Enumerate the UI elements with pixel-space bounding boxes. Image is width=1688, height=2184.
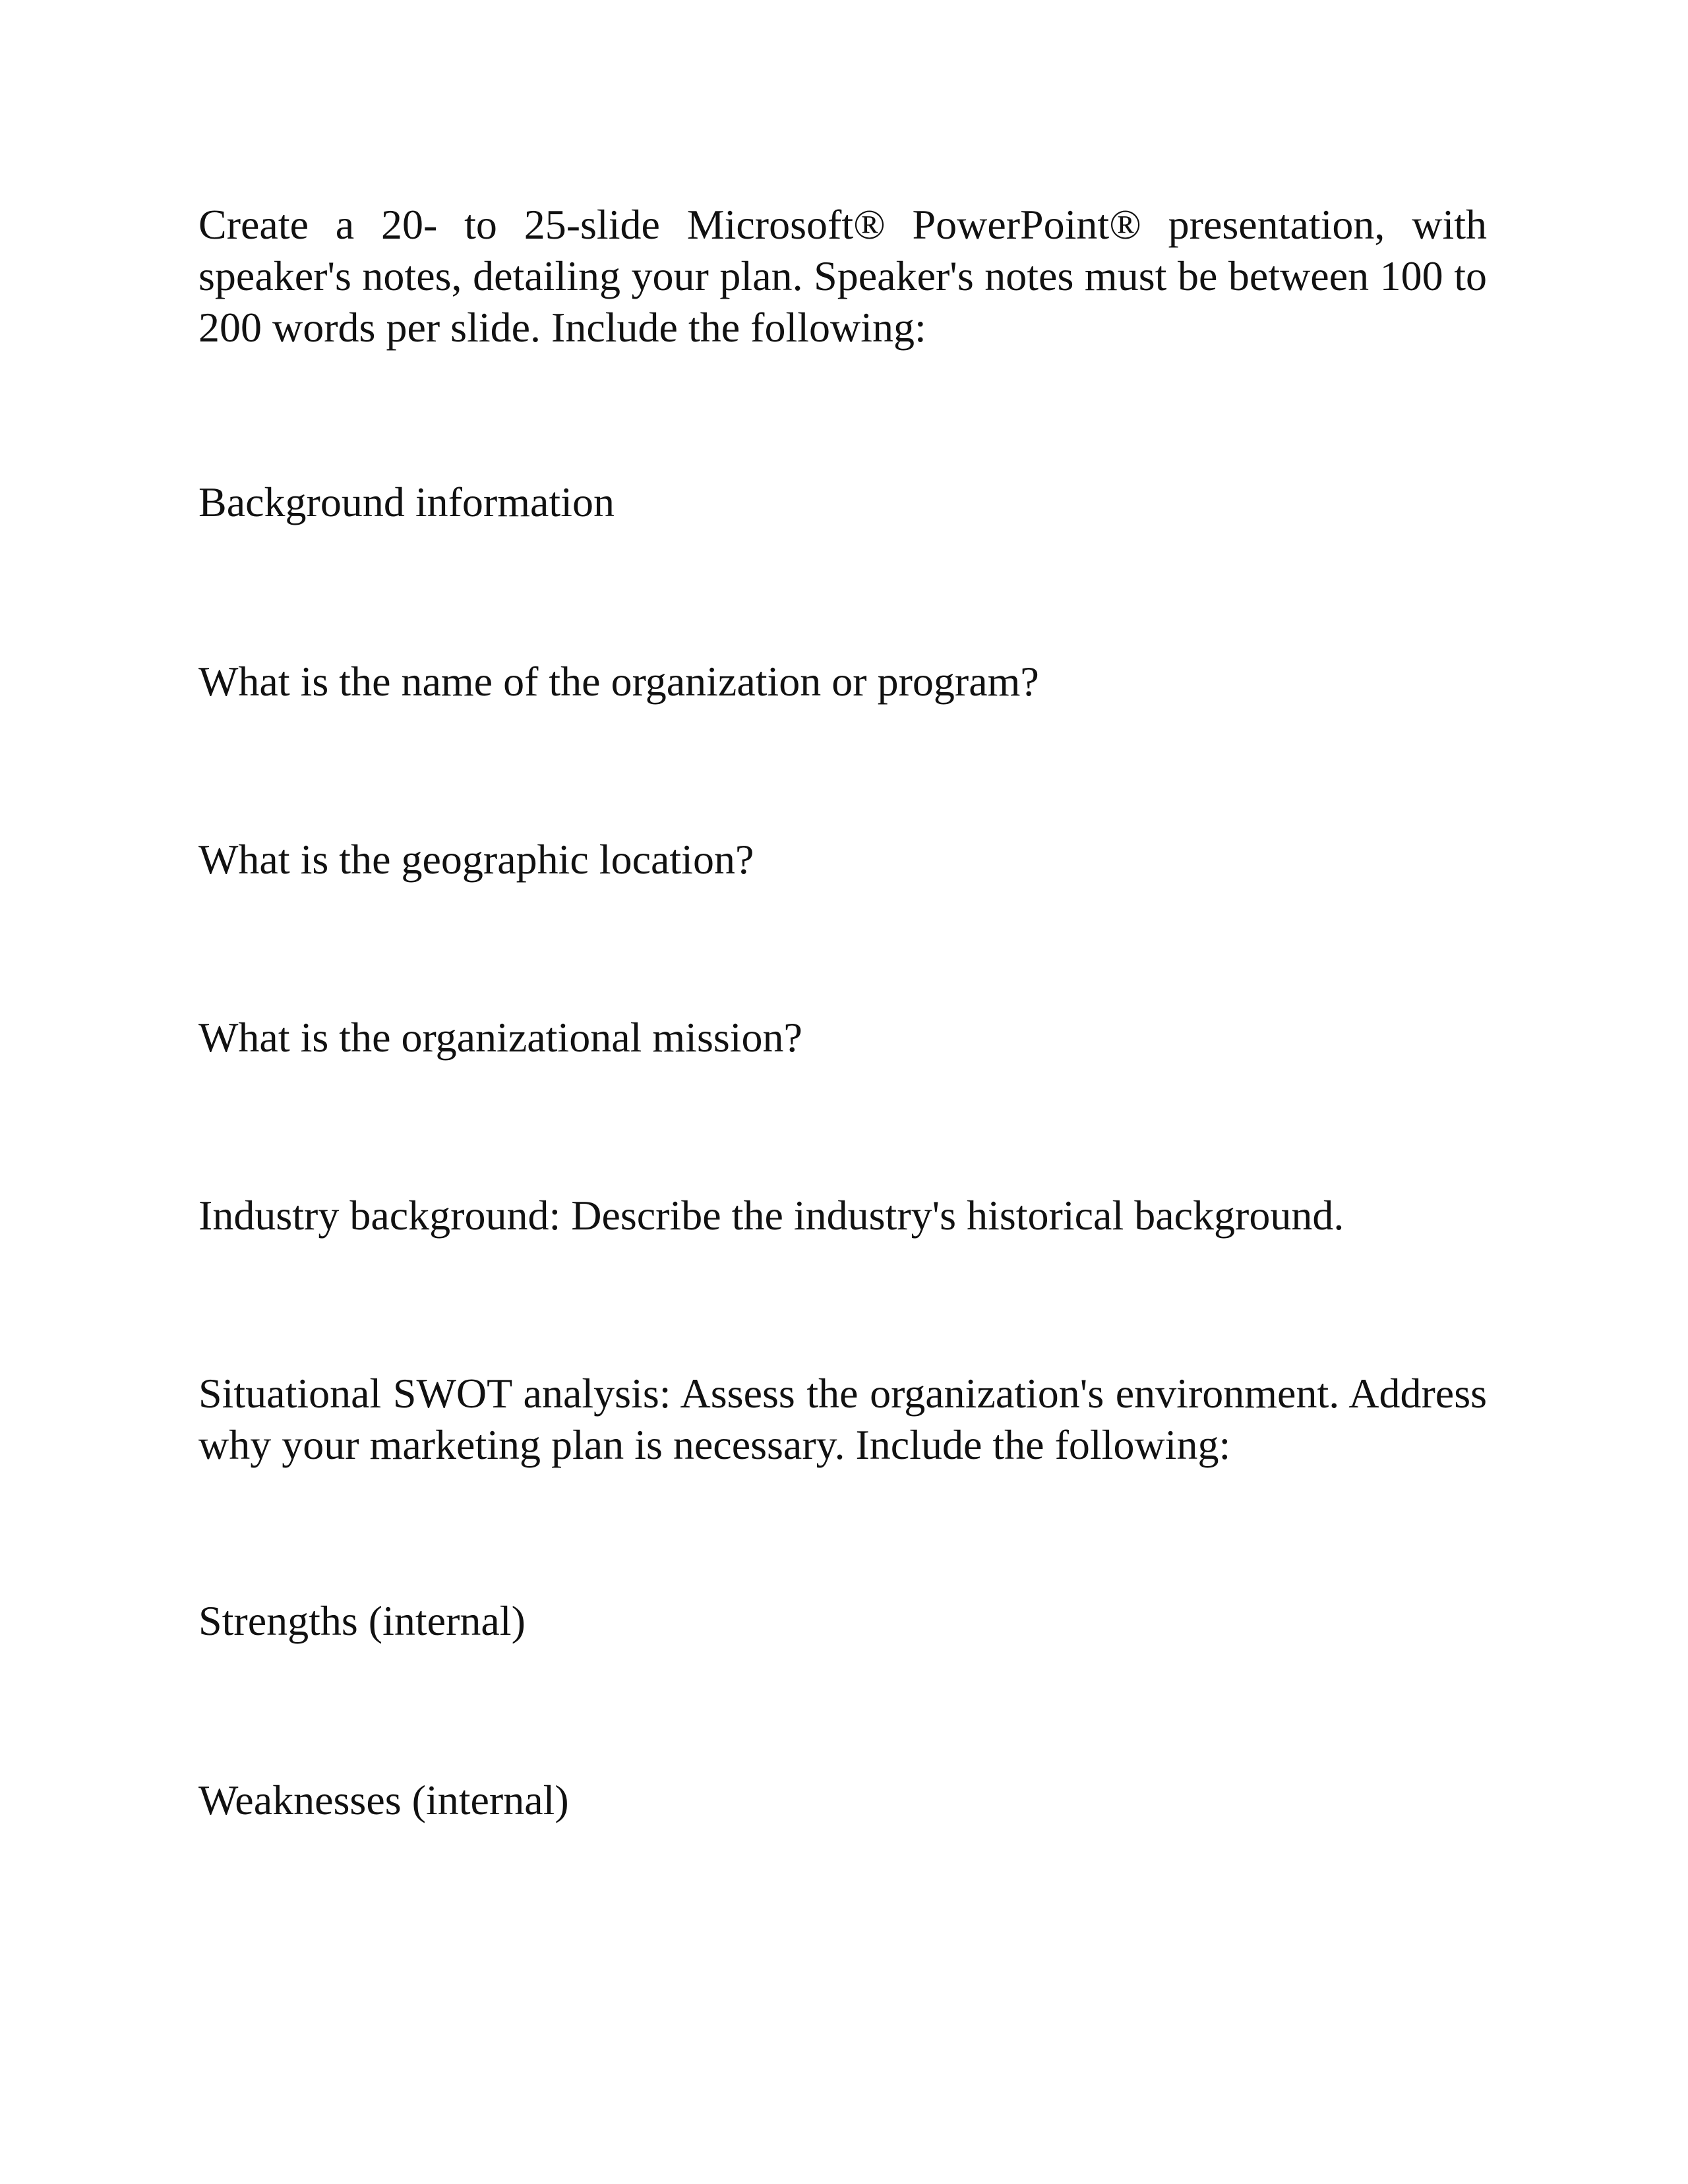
organization-name-question: What is the name of the organization or program? — [198, 658, 1039, 705]
geographic-location-question: What is the geographic location? — [198, 836, 754, 883]
strengths-item: Strengths (internal) — [198, 1597, 526, 1644]
swot-analysis-paragraph: Situational SWOT analysis: Assess the organization's environment. Address why your marketing plan is necessary. Include the following: — [198, 1370, 1487, 1468]
weaknesses-item: Weaknesses (internal) — [198, 1777, 569, 1823]
organizational-mission-question: What is the organizational mission? — [198, 1014, 802, 1061]
industry-background-item: Industry background: Describe the industry's historical background. — [198, 1192, 1344, 1239]
instructions-paragraph: Create a 20- to 25-slide Microsoft® PowerPoint® presentation, with speaker's notes, detailing your plan. Speaker's notes must be between 100 to 200 words per slide. Include the following: — [198, 201, 1487, 351]
background-information-heading: Background information — [198, 479, 615, 525]
